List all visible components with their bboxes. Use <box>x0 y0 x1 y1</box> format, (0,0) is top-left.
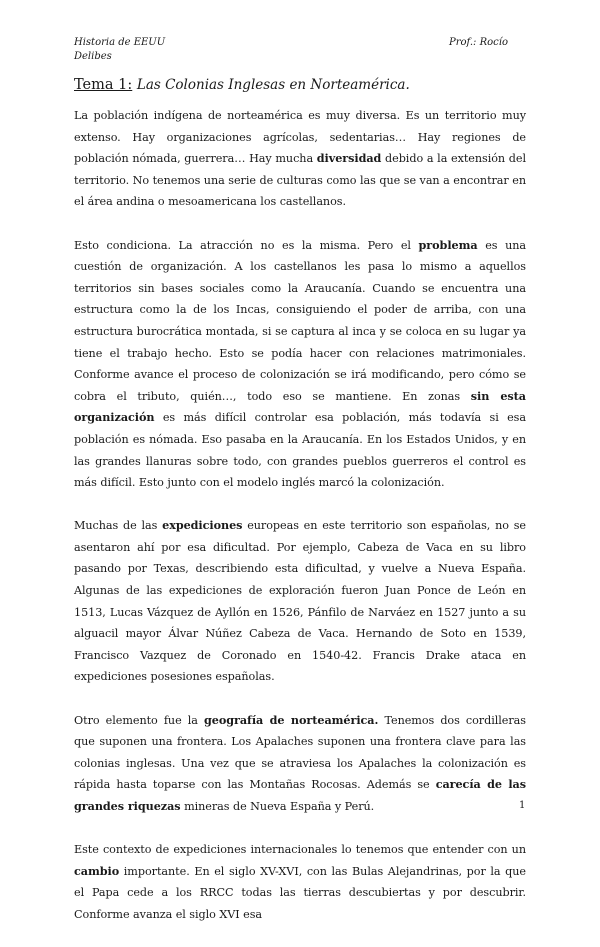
page-number: 1 <box>519 800 526 811</box>
p3-bold-1: expediciones <box>162 518 243 533</box>
p5-text-2: importante. En el siglo XV-XVI, con las Bulas Alejandrinas, por la que el Papa cede a los RRCC todas las tierras descubiertas y por descubrir. Conforme avanza el siglo XVI esa <box>74 864 526 921</box>
p5-text-1: Este contexto de expediciones internacionales lo tenemos que entender con un <box>74 843 526 857</box>
paragraph-5 <box>74 839 526 925</box>
p3-text-1: Muchas de las <box>74 519 163 533</box>
p2-text-2: es una cuestión de organización. A los castellanos les pasa lo mismo a aquellos territorios sin bases sociales como la Araucanía. Cuando se encuentra una estructura como la de los Incas, consiguiendo el poder de arriba, con una estructura burocrática montada, si se captura al inca y se coloca en su lugar ya tiene el trabajo hecho. Esto se podía hacer con relaciones matrimoniales. Conforme avance el proceso de colonización se irá modificando, pero cómo se cobra el tributo, quién…, todo eso se mantiene. En zonas <box>74 238 526 403</box>
page-title <box>74 76 410 94</box>
header-professor: Prof.: Rocío <box>449 37 508 48</box>
p1-bold-1: diversidad <box>316 151 382 166</box>
title-subtitle: Las Colonias Inglesas en Norteamérica. <box>136 77 410 93</box>
p4-text-1: Otro elemento fue la <box>74 713 204 727</box>
p2-text-1: Esto condiciona. La atracción no es la misma. Pero el <box>74 238 419 252</box>
paragraph-1 <box>74 105 526 213</box>
document-body <box>74 105 526 947</box>
p1-text-1: La población indígena de norteamérica es muy diversa. Es un territorio muy extenso. Hay organizaciones agrícolas, sedentarias… Hay regiones de población nómada, guerrera… Hay mucha <box>74 109 526 166</box>
p4-text-2: Tenemos dos cordilleras que suponen una frontera. Los Apalaches suponen una frontera clave para las colonias inglesas. Una vez que se atraviesa los Apalaches la colonización es rápida hasta toparse con las Montañas Rocosas. Además se <box>74 713 526 792</box>
paragraph-2 <box>74 235 526 494</box>
header-course <box>74 36 194 64</box>
p4-bold-1: geografía de norteamérica. <box>203 712 379 727</box>
paragraph-3 <box>74 515 526 688</box>
p2-text-3: es más difícil controlar esa población, más todavía si esa población es nómada. Eso pasaba en la Araucanía. En los Estados Unidos, y en las grandes llanuras sobre todo, con grandes pueblos guerreros el control es más difícil. Esto junto con el modelo inglés marcó la colonización. <box>74 411 526 490</box>
p2-bold-1: problema <box>418 237 478 252</box>
header-course-line1: Historia de EEUU <box>74 37 166 48</box>
paragraph-4 <box>74 710 526 818</box>
title-label: Tema 1: <box>74 77 133 93</box>
header-course-line2: Delibes <box>74 51 112 62</box>
p2-bold-2: sin esta organización <box>74 388 526 425</box>
p4-text-3: mineras de Nueva España y Perú. <box>180 800 375 813</box>
p1-text-2: debido a la extensión del territorio. No tenemos una serie de culturas como las que se van a encontrar en el área andina o mesoamericana los castellanos. <box>74 152 526 209</box>
p3-text-2: europeas en este territorio son españolas, no se asentaron ahí por esa dificultad. Por ejemplo, Cabeza de Vaca en su libro pasando por Texas, describiendo esta dificultad, y vuelve a Nueva España. Algunas de las expediciones de exploración fueron Juan Ponce de León en 1513, Lucas Vázquez de Ayllón en 1526, Pánfilo de Narváez en 1527 junto a su alguacil mayor Álvar Núñez Cabeza de Vaca. Hernando de Soto en 1539, Francisco Vazquez de Coronado en 1540-42. Francis Drake ataca en expediciones posesiones españolas. <box>74 519 526 684</box>
p5-bold-1: cambio <box>74 863 120 878</box>
p4-bold-2: carecía de las grandes riquezas <box>74 777 526 813</box>
